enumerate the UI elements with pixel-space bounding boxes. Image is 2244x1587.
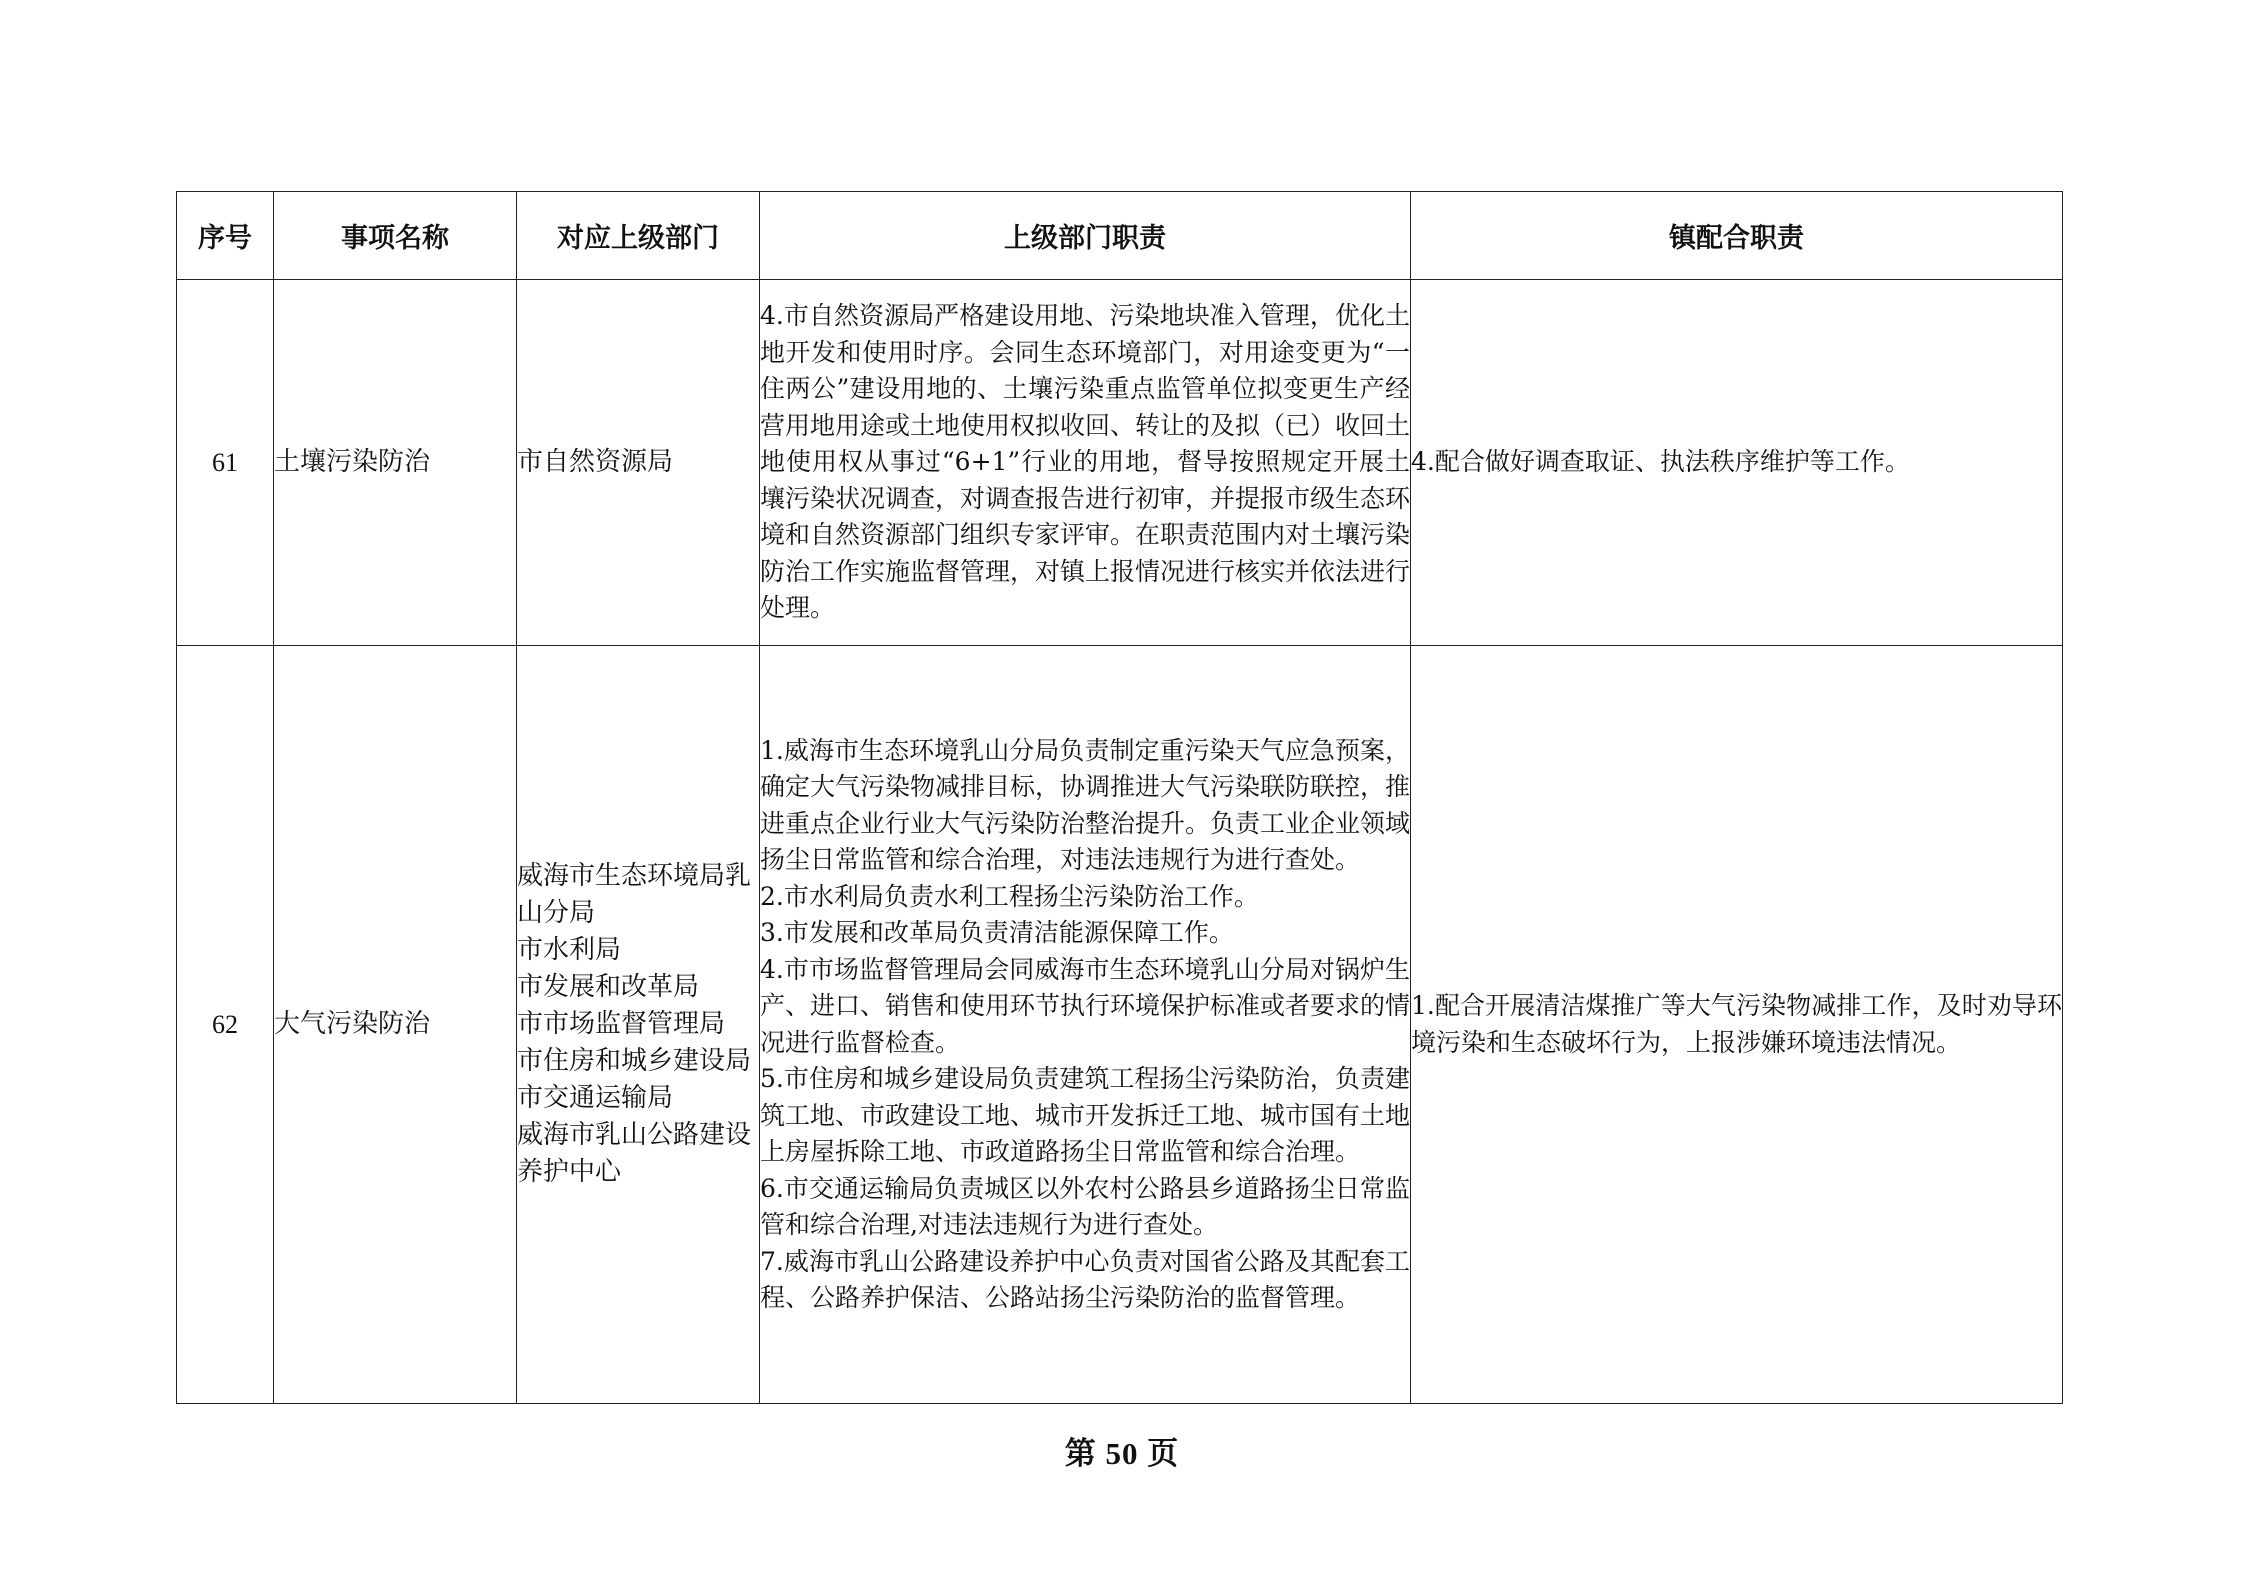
department-name: 市市场监督管理局 bbox=[517, 1009, 726, 1039]
duty-item: 2.市水利局负责水利工程扬尘污染防治工作。 bbox=[760, 881, 1259, 911]
duty-table bbox=[176, 191, 2063, 1404]
department-name: 市发展和改革局 bbox=[517, 972, 700, 1002]
town-duty-cell: 1.配合开展清洁煤推广等大气污染物减排工作，及时劝导环境污染和生态破坏行为，上报涉嫌环境违法情况。 bbox=[1411, 646, 2063, 1404]
table-header-row bbox=[177, 192, 2063, 280]
department-name: 市住房和城乡建设局 bbox=[517, 1046, 752, 1076]
header-item-name: 事项名称 bbox=[274, 192, 517, 280]
town-duty-cell: 4.配合做好调查取证、执法秩序维护等工作。 bbox=[1411, 280, 2063, 646]
item-name: 大气污染防治 bbox=[274, 646, 517, 1404]
duty-item: 4.市市场监督管理局会同威海市生态环境乳山分局对锅炉生产、进口、销售和使用环节执行环境保护标准或者要求的情况进行监督检查。 bbox=[760, 954, 1411, 1057]
department-name: 威海市生态环境局乳山分局 bbox=[517, 861, 752, 928]
department-duty-cell bbox=[760, 646, 1411, 1404]
department-name: 市自然资源局 bbox=[517, 447, 674, 477]
department-cell bbox=[517, 646, 760, 1404]
department-duty-cell bbox=[760, 280, 1411, 646]
header-department-duty: 上级部门职责 bbox=[760, 192, 1411, 280]
row-number: 61 bbox=[177, 280, 274, 646]
duty-item: 5.市住房和城乡建设局负责建筑工程扬尘污染防治，负责建筑工地、市政建设工地、城市开发拆迁工地、城市国有土地上房屋拆除工地、市政道路扬尘日常监管和综合治理。 bbox=[760, 1064, 1411, 1166]
header-number: 序号 bbox=[177, 192, 274, 280]
table-row bbox=[177, 280, 2063, 646]
item-name: 土壤污染防治 bbox=[274, 280, 517, 646]
page-number: 第 50 页 bbox=[1064, 1436, 1180, 1471]
row-number: 62 bbox=[177, 646, 274, 1404]
department-cell bbox=[517, 280, 760, 646]
duty-item: 7.威海市乳山公路建设养护中心负责对国省公路及其配套工程、公路养护保洁、公路站扬尘污染防治的监督管理。 bbox=[760, 1246, 1410, 1312]
table-row bbox=[177, 646, 2063, 1404]
duty-item: 3.市发展和改革局负责清洁能源保障工作。 bbox=[760, 918, 1234, 947]
duty-item: 6.市交通运输局负责城区以外农村公路县乡道路扬尘日常监管和综合治理,对违法违规行为进行查处。 bbox=[760, 1173, 1410, 1239]
department-name: 市交通运输局 bbox=[517, 1083, 674, 1113]
header-department: 对应上级部门 bbox=[517, 192, 760, 280]
duty-item: 4.市自然资源局严格建设用地、污染地块准入管理，优化土地开发和使用时序。会同生态环境部门，对用途变更为“一住两公”建设用地的、土壤污染重点监管单位拟变更生产经营用地用途或土地使用权拟收回、转让的及拟（已）收回土地使用权从事过“6+1”行业的用地，督导按照规定开展土壤污染状况调查，对调查报告进行初审，并提报市级生态环境和自然资源部门组织专家评审。在职责范围内对土壤污染防治工作实施监督管理，对镇上报情况进行核实并依法进行处理。 bbox=[760, 301, 1411, 623]
department-name: 威海市乳山公路建设养护中心 bbox=[517, 1120, 752, 1187]
header-town-duty: 镇配合职责 bbox=[1411, 192, 2063, 280]
duty-item: 1.威海市生态环境乳山分局负责制定重污染天气应急预案，确定大气污染物减排目标，协调推进大气污染联防联控，推进重点企业行业大气污染防治整治提升。负责工业企业领域扬尘日常监管和综合治理，对违法违规行为进行查处。 bbox=[760, 735, 1411, 874]
department-name: 市水利局 bbox=[517, 935, 622, 965]
